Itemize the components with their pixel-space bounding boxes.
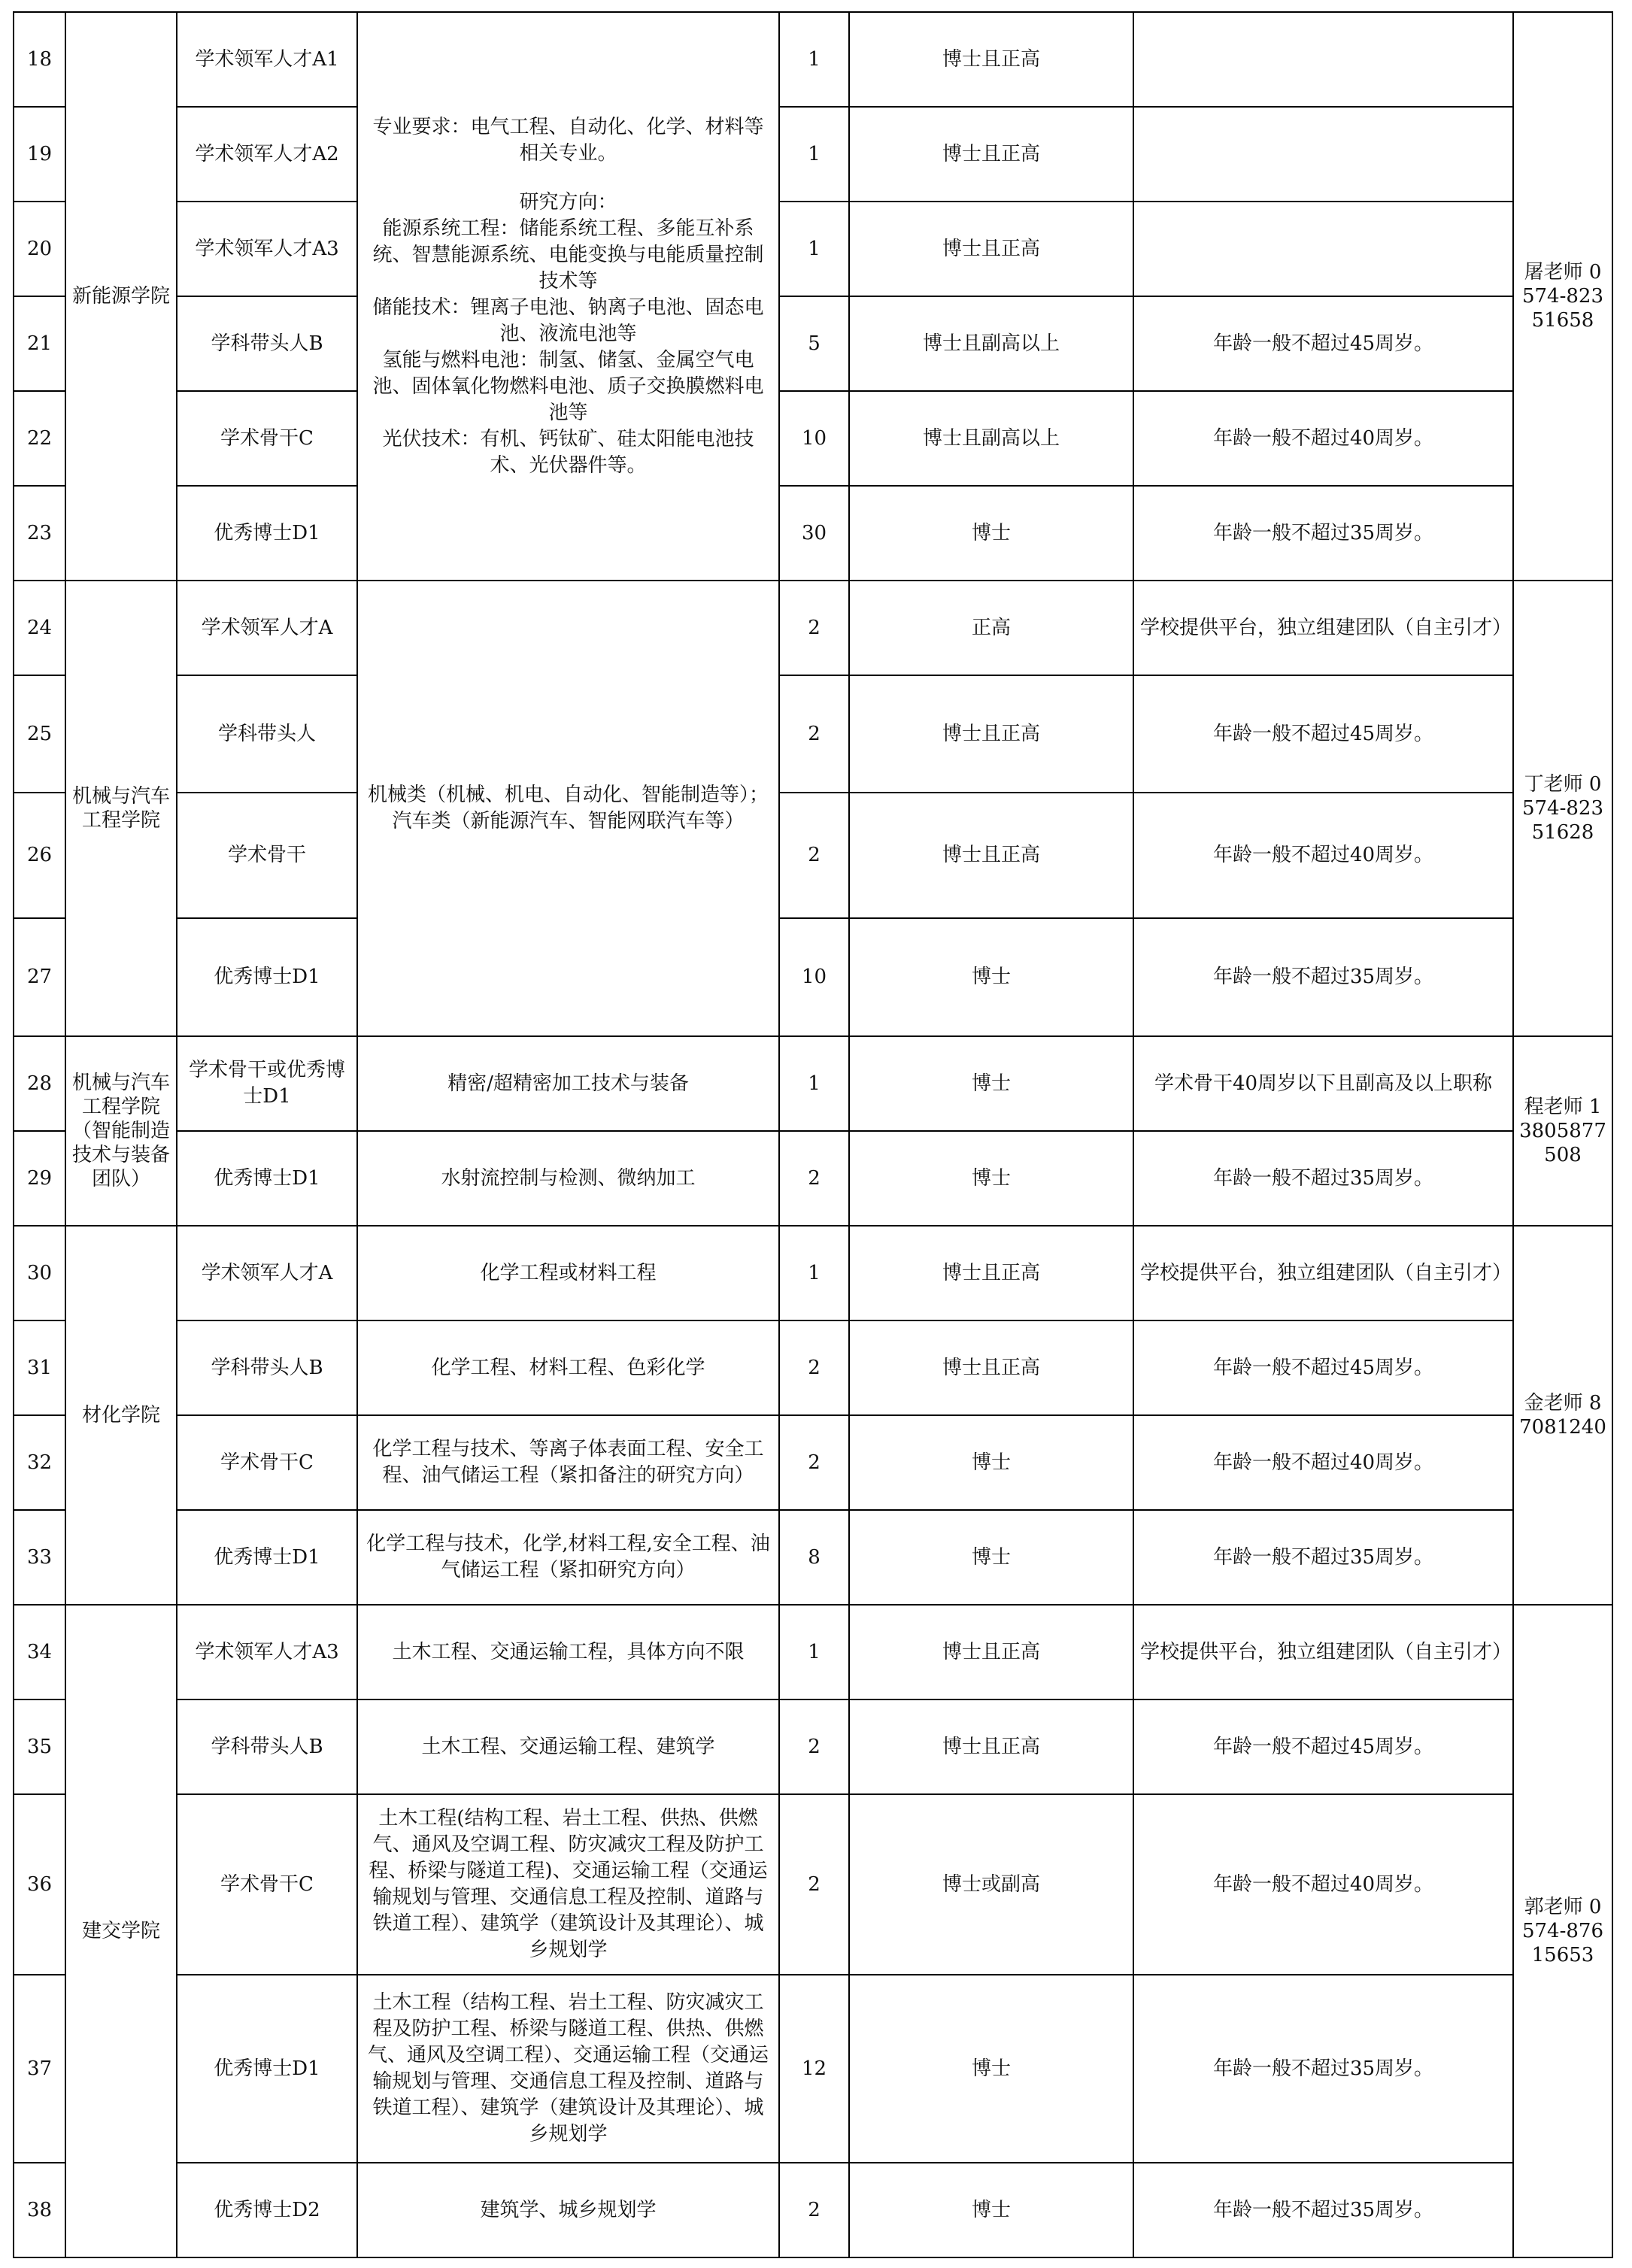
table-row [14, 1036, 1612, 1131]
headcount: 10 [779, 391, 849, 486]
headcount: 1 [779, 1605, 849, 1699]
position-name: 学术领军人才A [177, 1226, 357, 1320]
table-row [14, 1975, 1612, 2163]
major-line: 汽车类（新能源汽车、智能网联汽车等） [392, 810, 745, 832]
headcount: 1 [779, 12, 849, 107]
degree-requirement: 博士 [849, 918, 1133, 1036]
table-row [14, 107, 1612, 202]
table-row [14, 1510, 1612, 1605]
headcount: 2 [779, 1131, 849, 1226]
remark: 学校提供平台，独立组建团队（自主引才） [1133, 581, 1513, 675]
headcount: 12 [779, 1975, 849, 2163]
table-row [14, 1605, 1612, 1699]
major-requirements: 精密/超精密加工技术与装备 [357, 1036, 779, 1131]
degree-requirement: 博士且正高 [849, 675, 1133, 793]
row-number: 32 [14, 1415, 65, 1510]
position-name: 优秀博士D1 [177, 1510, 357, 1605]
position-name: 学科带头人B [177, 1320, 357, 1415]
degree-requirement: 博士 [849, 1415, 1133, 1510]
headcount: 1 [779, 1036, 849, 1131]
major-line: 能源系统工程：储能系统工程、多能互补系统、智慧能源系统、电能变换与电能质量控制技术等 [372, 217, 764, 293]
table-row [14, 391, 1612, 486]
headcount: 2 [779, 1699, 849, 1794]
major-line: 氢能与燃料电池：制氢、储氢、金属空气电池、固体氧化物燃料电池、质子交换膜燃料电池等 [372, 348, 764, 424]
degree-requirement: 博士且正高 [849, 1226, 1133, 1320]
headcount: 1 [779, 107, 849, 202]
row-number: 36 [14, 1794, 65, 1975]
recruitment-table [13, 11, 1613, 2258]
row-number: 22 [14, 391, 65, 486]
major-requirements: 土木工程(结构工程、岩土工程、供热、供燃气、通风及空调工程、防灾减灾工程及防护工程、桥梁与隧道工程)、交通运输工程（交通运输规划与管理、交通信息工程及控制、道路与铁道工程）、建筑学（建筑设计及其理论）、城乡规划学 [357, 1794, 779, 1975]
major-requirements: 土木工程、交通运输工程，具体方向不限 [357, 1605, 779, 1699]
headcount: 10 [779, 918, 849, 1036]
row-number: 19 [14, 107, 65, 202]
remark: 年龄一般不超过35周岁。 [1133, 918, 1513, 1036]
major-requirements: 化学工程与技术，化学,材料工程,安全工程、油气储运工程（紧扣研究方向） [357, 1510, 779, 1605]
remark [1133, 202, 1513, 296]
position-name: 学术领军人才A [177, 581, 357, 675]
table-row [14, 918, 1612, 1036]
headcount: 8 [779, 1510, 849, 1605]
table-row [14, 793, 1612, 918]
position-name: 学术领军人才A3 [177, 1605, 357, 1699]
remark: 学校提供平台，独立组建团队（自主引才） [1133, 1226, 1513, 1320]
major-line: 研究方向： [519, 190, 617, 214]
headcount: 5 [779, 296, 849, 391]
degree-requirement: 博士 [849, 1131, 1133, 1226]
row-number: 24 [14, 581, 65, 675]
degree-requirement: 博士且正高 [849, 202, 1133, 296]
remark: 年龄一般不超过45周岁。 [1133, 1699, 1513, 1794]
major-requirements: 水射流控制与检测、微纳加工 [357, 1131, 779, 1226]
position-name: 学术骨干 [177, 793, 357, 918]
headcount: 2 [779, 675, 849, 793]
degree-requirement: 博士且副高以上 [849, 296, 1133, 391]
major-line: 专业要求：电气工程、自动化、化学、材料等相关专业。 [372, 115, 764, 165]
table-row [14, 296, 1612, 391]
position-name: 学科带头人B [177, 296, 357, 391]
remark: 年龄一般不超过35周岁。 [1133, 2163, 1513, 2257]
table-row [14, 202, 1612, 296]
headcount: 2 [779, 793, 849, 918]
contact-info: 郭老师 0574-87615653 [1513, 1605, 1612, 2257]
row-number: 29 [14, 1131, 65, 1226]
row-number: 35 [14, 1699, 65, 1794]
row-number: 21 [14, 296, 65, 391]
position-name: 学术骨干C [177, 1794, 357, 1975]
degree-requirement: 博士 [849, 1036, 1133, 1131]
degree-requirement: 博士且正高 [849, 107, 1133, 202]
row-number: 25 [14, 675, 65, 793]
headcount: 1 [779, 202, 849, 296]
remark: 年龄一般不超过40周岁。 [1133, 793, 1513, 918]
contact-info: 程老师 13805877508 [1513, 1036, 1612, 1226]
remark: 年龄一般不超过40周岁。 [1133, 391, 1513, 486]
college-name: 材化学院 [65, 1226, 177, 1605]
remark: 年龄一般不超过35周岁。 [1133, 486, 1513, 581]
college-name: 机械与汽车工程学院 [65, 581, 177, 1036]
position-name: 优秀博士D1 [177, 918, 357, 1036]
position-name: 学术领军人才A3 [177, 202, 357, 296]
position-name: 优秀博士D1 [177, 1131, 357, 1226]
college-name: 建交学院 [65, 1605, 177, 2257]
table-row [14, 1226, 1612, 1320]
remark: 年龄一般不超过40周岁。 [1133, 1415, 1513, 1510]
position-name: 优秀博士D2 [177, 2163, 357, 2257]
row-number: 20 [14, 202, 65, 296]
remark: 学校提供平台，独立组建团队（自主引才） [1133, 1605, 1513, 1699]
row-number: 23 [14, 486, 65, 581]
row-number: 33 [14, 1510, 65, 1605]
table-row [14, 1131, 1612, 1226]
remark [1133, 107, 1513, 202]
headcount: 2 [779, 1415, 849, 1510]
contact-info: 金老师 87081240 [1513, 1226, 1612, 1605]
table-row [14, 2163, 1612, 2257]
degree-requirement: 博士且正高 [849, 1605, 1133, 1699]
remark: 年龄一般不超过45周岁。 [1133, 675, 1513, 793]
row-number: 37 [14, 1975, 65, 2163]
table-row [14, 1699, 1612, 1794]
major-requirements [357, 581, 779, 1036]
position-name: 学术骨干C [177, 1415, 357, 1510]
remark: 年龄一般不超过45周岁。 [1133, 1320, 1513, 1415]
table-row [14, 486, 1612, 581]
remark: 年龄一般不超过40周岁。 [1133, 1794, 1513, 1975]
degree-requirement: 博士 [849, 1975, 1133, 2163]
degree-requirement: 博士且正高 [849, 1699, 1133, 1794]
position-name: 学科带头人B [177, 1699, 357, 1794]
table-row [14, 1320, 1612, 1415]
college-name: 机械与汽车工程学院（智能制造技术与装备团队） [65, 1036, 177, 1226]
row-number: 26 [14, 793, 65, 918]
degree-requirement: 博士或副高 [849, 1794, 1133, 1975]
major-line: 储能技术：锂离子电池、钠离子电池、固态电池、液流电池等 [372, 296, 764, 345]
row-number: 28 [14, 1036, 65, 1131]
position-name: 学术骨干C [177, 391, 357, 486]
major-requirements: 土木工程（结构工程、岩土工程、防灾减灾工程及防护工程、桥梁与隧道工程、供热、供燃气、通风及空调工程）、交通运输工程（交通运输规划与管理、交通信息工程及控制、道路与铁道工程）、建筑学（建筑设计及其理论）、城乡规划学 [357, 1975, 779, 2163]
table-row [14, 675, 1612, 793]
major-requirements: 建筑学、城乡规划学 [357, 2163, 779, 2257]
position-name: 学术领军人才A1 [177, 12, 357, 107]
major-requirements [357, 12, 779, 581]
degree-requirement: 博士 [849, 486, 1133, 581]
headcount: 1 [779, 1226, 849, 1320]
major-requirements: 化学工程或材料工程 [357, 1226, 779, 1320]
remark: 年龄一般不超过35周岁。 [1133, 1975, 1513, 2163]
remark: 年龄一般不超过35周岁。 [1133, 1131, 1513, 1226]
position-name: 学术骨干或优秀博士D1 [177, 1036, 357, 1131]
major-requirements: 土木工程、交通运输工程、建筑学 [357, 1699, 779, 1794]
position-name: 学科带头人 [177, 675, 357, 793]
remark: 年龄一般不超过35周岁。 [1133, 1510, 1513, 1605]
row-number: 38 [14, 2163, 65, 2257]
headcount: 2 [779, 2163, 849, 2257]
headcount: 30 [779, 486, 849, 581]
contact-info: 屠老师 0574-82351658 [1513, 12, 1612, 581]
table-row [14, 12, 1612, 107]
major-requirements: 化学工程与技术、等离子体表面工程、安全工程、油气储运工程（紧扣备注的研究方向） [357, 1415, 779, 1510]
row-number: 30 [14, 1226, 65, 1320]
table-row [14, 1415, 1612, 1510]
table-row [14, 581, 1612, 675]
headcount: 2 [779, 1794, 849, 1975]
degree-requirement: 正高 [849, 581, 1133, 675]
position-name: 优秀博士D1 [177, 486, 357, 581]
remark: 学术骨干40周岁以下且副高及以上职称 [1133, 1036, 1513, 1131]
degree-requirement: 博士 [849, 1510, 1133, 1605]
major-line: 光伏技术：有机、钙钛矿、硅太阳能电池技术、光伏器件等。 [382, 427, 754, 477]
major-requirements: 化学工程、材料工程、色彩化学 [357, 1320, 779, 1415]
row-number: 31 [14, 1320, 65, 1415]
row-number: 18 [14, 12, 65, 107]
college-name: 新能源学院 [65, 12, 177, 581]
degree-requirement: 博士且正高 [849, 12, 1133, 107]
degree-requirement: 博士 [849, 2163, 1133, 2257]
table-row [14, 1794, 1612, 1975]
contact-info: 丁老师 0574-82351628 [1513, 581, 1612, 1036]
major-line: 机械类（机械、机电、自动化、智能制造等）； [367, 784, 769, 806]
remark [1133, 12, 1513, 107]
position-name: 优秀博士D1 [177, 1975, 357, 2163]
headcount: 2 [779, 581, 849, 675]
row-number: 34 [14, 1605, 65, 1699]
position-name: 学术领军人才A2 [177, 107, 357, 202]
remark: 年龄一般不超过45周岁。 [1133, 296, 1513, 391]
row-number: 27 [14, 918, 65, 1036]
degree-requirement: 博士且正高 [849, 793, 1133, 918]
headcount: 2 [779, 1320, 849, 1415]
degree-requirement: 博士且副高以上 [849, 391, 1133, 486]
degree-requirement: 博士且正高 [849, 1320, 1133, 1415]
